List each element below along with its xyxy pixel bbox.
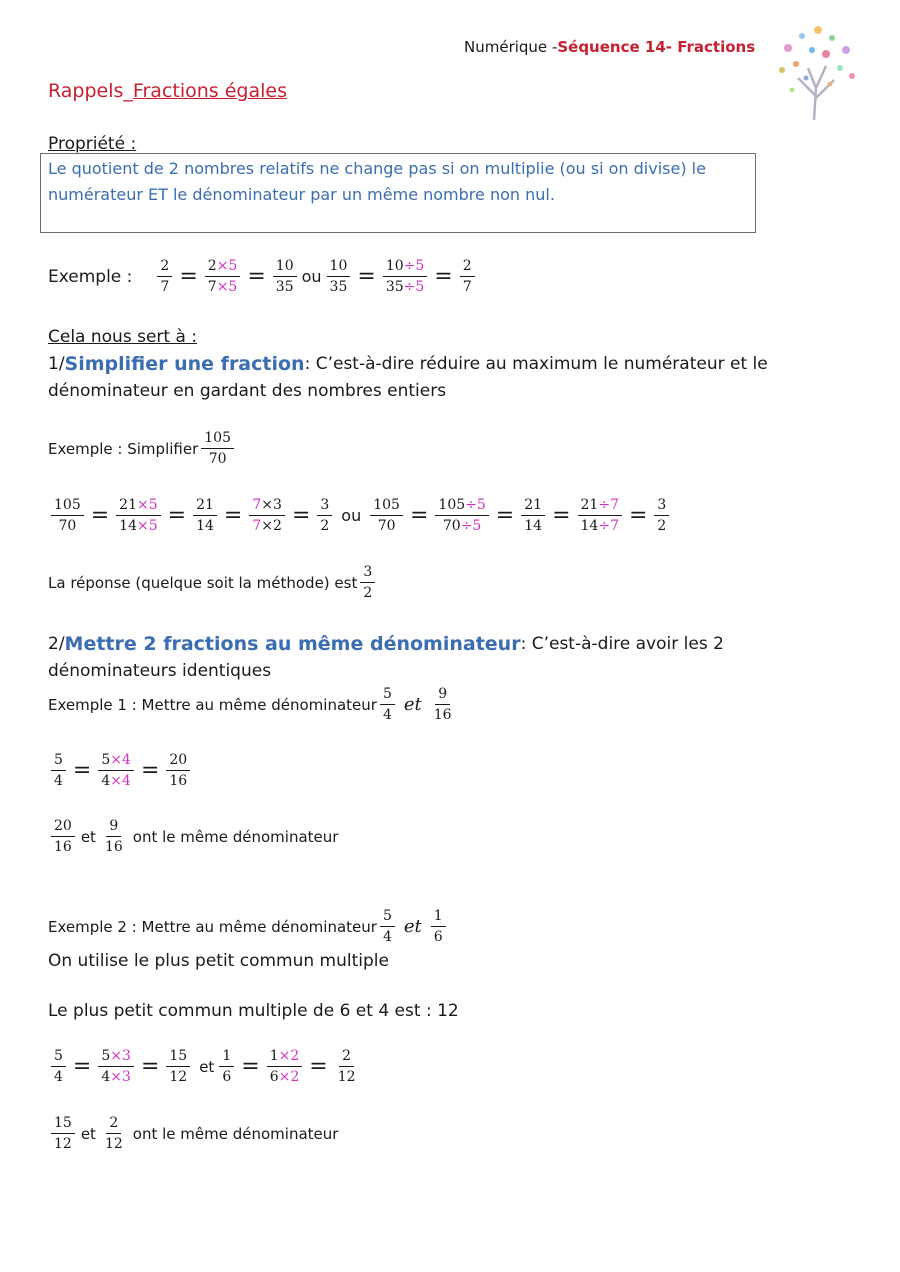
fraction: $\frac{1}{6}$ (219, 1048, 234, 1085)
page-header (464, 38, 755, 56)
equals-sign: = (179, 264, 198, 290)
fraction: $\frac{21}{14}$ (193, 497, 217, 534)
fraction: $\frac{5}{4}$ (51, 752, 66, 789)
fraction: $\frac{5\times 3}{4\times 3}$ (98, 1048, 134, 1085)
equals-sign: = (90, 503, 110, 529)
property-line2: numérateur ET le dénominateur par un même nombre non nul. (48, 185, 555, 204)
example-equal-fractions (48, 258, 478, 295)
property-line1: Le quotient de 2 nombres relatifs ne change pas si on multiplie (ou si on divise) le (48, 159, 706, 178)
page-title (48, 80, 287, 102)
fraction: $\frac{21}{14}$ (521, 497, 545, 534)
fraction: $\frac{105}{70}$ (201, 430, 234, 467)
property-box (40, 153, 756, 233)
fraction: $\frac{2}{12}$ (337, 1048, 356, 1086)
title-part1: Rappels_ (48, 80, 133, 102)
section1-desc1: : C’est-à-dire réduire au maximum le numérateur et le (304, 354, 768, 374)
fraction: $\frac{3}{2}$ (360, 564, 375, 601)
fraction: $\frac{105\div 5}{70\div 5}$ (435, 497, 488, 534)
equals-sign: = (628, 503, 648, 529)
simplify-equation: $\frac{105}{70}$ = $\frac{21\times 5}{14\times 5}$ = $\frac{21}{14}$ = $\frac{7\times 3}{7\times 2}$ = $\frac{3}{2}$ ou $\frac{105}{70}$ = $\frac{105\div 5}{70\div 5}$ = $\frac{21}{14}$ = $\frac{21\div 7}{14\div 7}$ = $\frac{3}{2}$ (48, 497, 672, 534)
fraction: $\frac{1\times 2}{6\times 2}$ (267, 1048, 303, 1085)
section2-title: Mettre 2 fractions au même dénominateur (64, 633, 521, 655)
tree-logo-icon (768, 18, 864, 122)
header-subject: Numérique - (464, 38, 558, 56)
fraction: $\frac{15}{12}$ (166, 1048, 190, 1085)
example1-equation (48, 752, 193, 789)
equals-sign: = (495, 503, 515, 529)
fraction: $\frac{105}{70}$ (51, 497, 84, 534)
fraction: $\frac{9}{16}$ (104, 818, 123, 856)
equals-sign: = (309, 1054, 328, 1080)
example2-equation: $\frac{5}{4}$ = $\frac{5\times 3}{4\times 3}$ = $\frac{15}{12}$ et $\frac{1}{6}$ = $\frac{1\times 2}{6\times 2}$ = $\frac{2}{12}$ (48, 1048, 362, 1085)
fraction: $\frac{1}{6}$ (431, 908, 446, 945)
equals-sign: = (241, 1054, 260, 1080)
fraction: $\frac{5}{4}$ (380, 908, 395, 945)
simplify-example: Exemple : Simplifier $\frac{105}{70}$ (48, 430, 237, 467)
title-part2: Fractions égales (132, 80, 287, 102)
ppcm-line: On utilise le plus petit commun multiple (48, 951, 389, 971)
equals-sign: = (72, 758, 92, 784)
fraction: $\frac{10}{35}$ (327, 258, 351, 295)
example2-label: Exemple 2 : Mettre au même dénominateur $\frac{5}{4}$ et $\frac{1}{6}$ (48, 908, 449, 945)
equals-sign: = (409, 503, 429, 529)
uses-label: Cela nous sert à : (48, 327, 198, 347)
equals-sign: = (247, 264, 266, 290)
fraction: $\frac{21\div 7}{14\div 7}$ (578, 497, 622, 534)
equals-sign: = (72, 1054, 92, 1080)
equals-sign: = (291, 503, 311, 529)
fraction: $\frac{10}{35}$ (273, 258, 297, 295)
equals-sign: = (552, 503, 571, 529)
equals-sign: = (140, 758, 160, 784)
fraction: $\frac{2}{12}$ (104, 1115, 123, 1153)
fraction: $\frac{5\times 4}{4\times 4}$ (98, 752, 134, 789)
fraction-divide: $\frac{10\div 5}{35\div 5}$ (383, 258, 427, 295)
property-label: Propriété : (48, 134, 137, 154)
fraction: $\frac{5}{4}$ (380, 686, 395, 723)
example-label: Exemple : (48, 266, 133, 287)
section2-desc2: dénominateurs identiques (48, 661, 272, 681)
section1-heading: 1/ Simplifier une fraction : C’est-à-dire réduire au maximum le numérateur et le (48, 353, 768, 375)
example2-result: $\frac{15}{12}$ et $\frac{2}{12}$ ont le même dénominateur (48, 1115, 338, 1152)
equals-sign: = (434, 264, 453, 290)
fraction: $\frac{2}{7}$ (157, 258, 172, 295)
fraction: $\frac{2}{7}$ (460, 258, 475, 295)
fraction: $\frac{15}{12}$ (51, 1115, 75, 1152)
equals-sign: = (223, 503, 243, 529)
fraction: $\frac{9}{16}$ (433, 686, 452, 724)
example1-result: $\frac{20}{16}$ et $\frac{9}{16}$ ont le même dénominateur (48, 818, 338, 855)
fraction: $\frac{5}{4}$ (51, 1048, 66, 1085)
ppcm-value: Le plus petit commun multiple de 6 et 4 est : 12 (48, 1001, 459, 1021)
section1-desc2: dénominateur en gardant des nombres entiers (48, 381, 447, 401)
example1-label: Exemple 1 : Mettre au même dénominateur $\frac{5}{4}$ et $\frac{9}{16}$ (48, 686, 458, 723)
fraction: $\frac{105}{70}$ (370, 497, 403, 534)
fraction: $\frac{20}{16}$ (51, 818, 75, 855)
equals-sign: = (167, 503, 187, 529)
fraction: $\frac{3}{2}$ (654, 497, 669, 534)
section2-heading: 2/ Mettre 2 fractions au même dénominateur : C’est-à-dire avoir les 2 (48, 633, 724, 655)
fraction: $\frac{21\times 5}{14\times 5}$ (116, 497, 160, 534)
ou-word: ou (301, 267, 322, 287)
fraction-multiply: $\frac{2\times 5}{7\times 5}$ (205, 258, 241, 295)
equals-sign: = (357, 264, 376, 290)
section2-desc1: : C’est-à-dire avoir les 2 (520, 634, 724, 654)
fraction: $\frac{20}{16}$ (166, 752, 190, 789)
header-sequence: Séquence 14- Fractions (557, 38, 756, 56)
simplify-answer: La réponse (quelque soit la méthode) est $\frac{3}{2}$ (48, 564, 378, 601)
equals-sign: = (140, 1054, 160, 1080)
fraction: $\frac{7\times 3}{7\times 2}$ (249, 497, 285, 534)
section1-title: Simplifier une fraction (64, 353, 305, 375)
fraction: $\frac{3}{2}$ (317, 497, 332, 534)
